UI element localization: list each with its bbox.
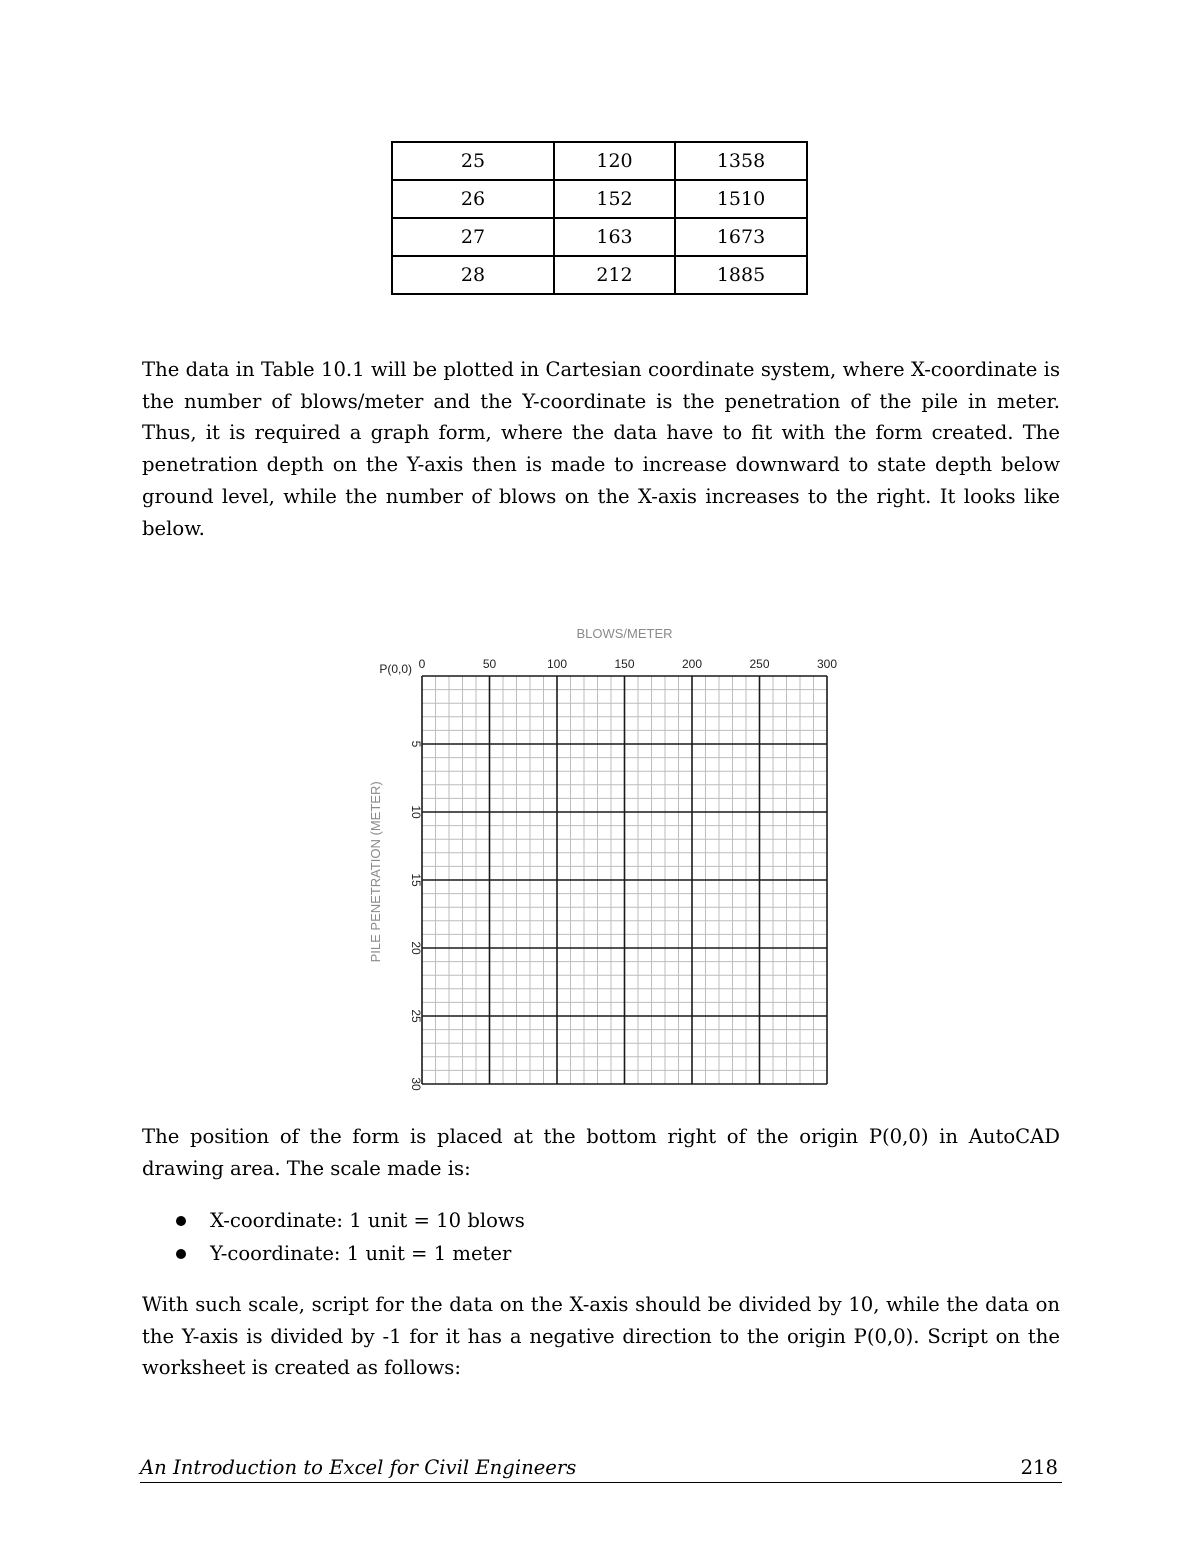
table-row: [392, 180, 807, 218]
table-row: [392, 142, 807, 180]
page-number: 218: [1020, 1456, 1058, 1479]
bullet-icon: [176, 1249, 186, 1259]
bullet-text: Y-coordinate: 1 unit = 1 meter: [210, 1242, 512, 1265]
x-tick-label: 250: [749, 657, 770, 671]
table-cell: 26: [392, 180, 554, 218]
list-item: [142, 1237, 1042, 1270]
y-tick-label: 15: [409, 873, 423, 887]
x-tick-label: 200: [681, 657, 703, 671]
table-cell: 25: [392, 142, 554, 180]
y-tick-label: 20: [409, 941, 423, 955]
x-tick-label: 0: [418, 657, 426, 671]
bullet-text: X-coordinate: 1 unit = 10 blows: [210, 1209, 525, 1232]
x-tick-label: 100: [546, 657, 568, 671]
table-cell: 1510: [675, 180, 807, 218]
table-cell: 1885: [675, 256, 807, 294]
script-paragraph: With such scale, script for the data on the X-axis should be divided by 10, while the data on the Y-axis is divided by -1 for it has a negative direction to the origin P(0,0). Script on the worksheet is created as follows:: [142, 1293, 1060, 1380]
scale-list: [142, 1204, 1042, 1270]
table-cell: 28: [392, 256, 554, 294]
table-cell: 152: [554, 180, 675, 218]
x-axis-title: BLOWS/METER: [576, 626, 673, 641]
origin-label: P(0,0): [379, 662, 412, 676]
blows-penetration-chart: [360, 615, 860, 1095]
table-cell: 1358: [675, 142, 807, 180]
data-table: [391, 141, 808, 295]
footer-title: An Introduction to Excel for Civil Engineers: [140, 1456, 577, 1479]
bullet-icon: [176, 1216, 186, 1226]
y-tick-label: 30: [409, 1077, 423, 1091]
y-tick-label: 10: [409, 805, 423, 819]
position-paragraph: The position of the form is placed at the bottom right of the origin P(0,0) in AutoCAD drawing area. The scale made is:: [142, 1125, 1060, 1180]
y-axis-title: PILE PENETRATION (METER): [368, 781, 383, 963]
x-tick-label: 150: [614, 657, 635, 671]
y-tick-label: 5: [409, 740, 423, 748]
table-row: [392, 256, 807, 294]
table-cell: 27: [392, 218, 554, 256]
table-row: [392, 218, 807, 256]
intro-paragraph: The data in Table 10.1 will be plotted in Cartesian coordinate system, where X-coordinate is the number of blows/meter and the Y-coordinate is the penetration of the pile in meter. Thus, it is required a graph form, where the data have to fit with the form created. The penetration depth on the Y-axis then is made to increase downward to state depth below ground level, while the number of blows on the X-axis increases to the right. It looks like below.: [142, 358, 1060, 540]
page-footer: [140, 1454, 1062, 1483]
list-item: [142, 1204, 1042, 1237]
x-tick-label: 50: [482, 657, 497, 671]
y-tick-label: 25: [409, 1009, 423, 1023]
x-tick-label: 300: [816, 657, 838, 671]
table-cell: 120: [554, 142, 675, 180]
table-cell: 163: [554, 218, 675, 256]
table-cell: 212: [554, 256, 675, 294]
table-cell: 1673: [675, 218, 807, 256]
